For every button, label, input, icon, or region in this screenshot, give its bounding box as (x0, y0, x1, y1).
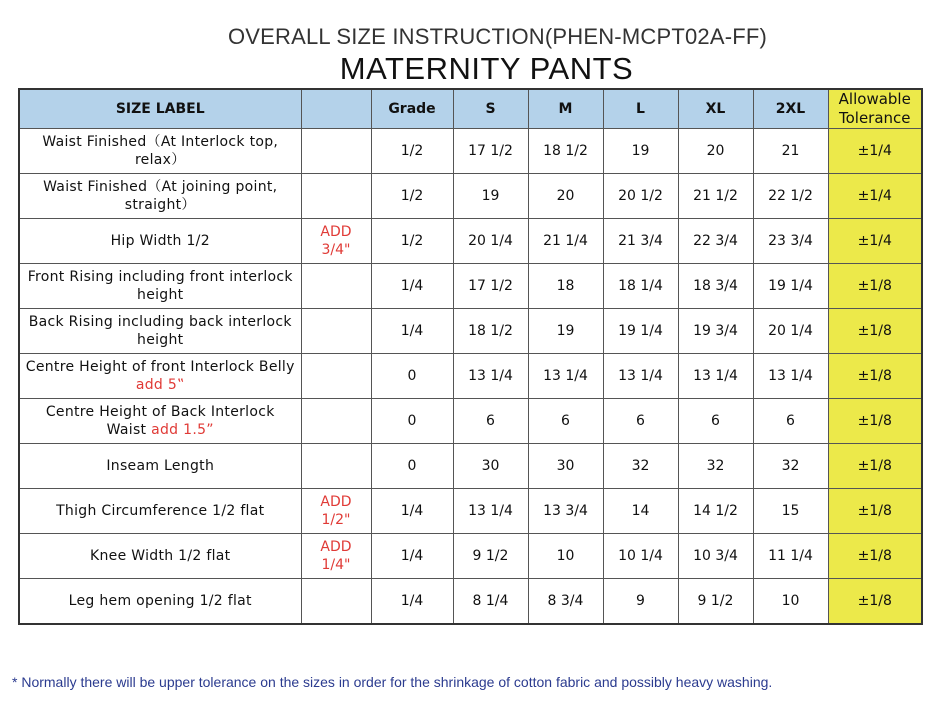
add-amount (301, 129, 371, 174)
add-amount (301, 354, 371, 399)
grade-value: 0 (371, 354, 453, 399)
size-value-xxl: 21 (753, 129, 828, 174)
header-size-label: SIZE LABEL (19, 89, 301, 129)
tolerance-value: ±1/4 (828, 174, 922, 219)
size-value-xl: 20 (678, 129, 753, 174)
size-value-s: 18 1/2 (453, 309, 528, 354)
size-value-m: 20 (528, 174, 603, 219)
header-tolerance (828, 89, 922, 129)
grade-value: 0 (371, 444, 453, 489)
header-size-l: L (603, 89, 678, 129)
measurement-label-text: Knee Width 1/2 flat (90, 548, 231, 564)
table-row (19, 129, 922, 174)
footnote: * Normally there will be upper tolerance on the sizes in order for the shrinkage of cotton fabric and possibly heavy washing. (12, 674, 773, 690)
grade-value: 1/4 (371, 309, 453, 354)
size-value-xl: 19 3/4 (678, 309, 753, 354)
size-value-s: 30 (453, 444, 528, 489)
tolerance-value: ±1/8 (828, 534, 922, 579)
size-value-l: 14 (603, 489, 678, 534)
table-row (19, 444, 922, 489)
document-subtitle: MATERNITY PANTS (339, 51, 634, 86)
measurement-label (19, 579, 301, 625)
grade-value: 0 (371, 399, 453, 444)
add-amount (301, 264, 371, 309)
size-value-xxl: 19 1/4 (753, 264, 828, 309)
size-value-l: 9 (603, 579, 678, 625)
measurement-label-text: Thigh Circumference 1/2 flat (56, 503, 265, 519)
size-value-xl: 13 1/4 (678, 354, 753, 399)
size-value-l: 32 (603, 444, 678, 489)
tolerance-value: ±1/8 (828, 354, 922, 399)
measurement-label (19, 354, 301, 399)
size-value-m: 13 3/4 (528, 489, 603, 534)
tolerance-value: ±1/8 (828, 309, 922, 354)
size-value-xxl: 6 (753, 399, 828, 444)
size-value-s: 6 (453, 399, 528, 444)
header-tolerance-line1: Allowable (838, 90, 911, 108)
size-value-xxl: 23 3/4 (753, 219, 828, 264)
size-value-m: 8 3/4 (528, 579, 603, 625)
table-header-row (19, 89, 922, 129)
table-row (19, 354, 922, 399)
measurement-label-text: Centre Height of front Interlock Belly (25, 359, 295, 375)
header-grade: Grade (371, 89, 453, 129)
tolerance-value: ±1/8 (828, 489, 922, 534)
size-value-s: 13 1/4 (453, 354, 528, 399)
size-value-m: 13 1/4 (528, 354, 603, 399)
measurement-label (19, 489, 301, 534)
add-amount: ADD 1/2" (301, 489, 371, 534)
measurement-label (19, 219, 301, 264)
measurement-label-text: Waist Finished（At Interlock top, relax） (42, 134, 279, 168)
table-row (19, 489, 922, 534)
grade-value: 1/4 (371, 489, 453, 534)
grade-value: 1/4 (371, 579, 453, 625)
table-row (19, 399, 922, 444)
measurement-label (19, 309, 301, 354)
size-value-l: 21 3/4 (603, 219, 678, 264)
size-value-s: 20 1/4 (453, 219, 528, 264)
size-value-m: 18 (528, 264, 603, 309)
measurement-label (19, 174, 301, 219)
add-amount: ADD 1/4" (301, 534, 371, 579)
grade-value: 1/2 (371, 219, 453, 264)
add-amount (301, 174, 371, 219)
size-value-xl: 14 1/2 (678, 489, 753, 534)
measurement-label (19, 264, 301, 309)
document-title: OVERALL SIZE INSTRUCTION(PHEN-MCPT02A-FF) (227, 24, 768, 49)
size-value-m: 21 1/4 (528, 219, 603, 264)
measurement-label-text: Waist Finished（At joining point, straight） (43, 179, 278, 213)
measurement-label (19, 444, 301, 489)
size-value-s: 13 1/4 (453, 489, 528, 534)
table-row (19, 309, 922, 354)
table-row (19, 534, 922, 579)
measurement-label (19, 129, 301, 174)
measurement-label (19, 534, 301, 579)
size-value-s: 17 1/2 (453, 264, 528, 309)
measurement-label-text: Inseam Length (106, 458, 215, 474)
size-value-m: 30 (528, 444, 603, 489)
size-value-xxl: 32 (753, 444, 828, 489)
size-value-xl: 10 3/4 (678, 534, 753, 579)
measurement-label-text: Centre Height of Back Interlock Waist (45, 404, 275, 438)
size-value-m: 18 1/2 (528, 129, 603, 174)
add-amount (301, 399, 371, 444)
size-value-l: 19 1/4 (603, 309, 678, 354)
size-value-xl: 9 1/2 (678, 579, 753, 625)
header-size-s: S (453, 89, 528, 129)
tolerance-value: ±1/4 (828, 219, 922, 264)
header-add (301, 89, 371, 129)
size-value-xl: 18 3/4 (678, 264, 753, 309)
table-row (19, 174, 922, 219)
size-spec-table (18, 88, 923, 625)
measurement-add-note: add 1.5” (151, 422, 214, 438)
size-value-s: 19 (453, 174, 528, 219)
grade-value: 1/2 (371, 174, 453, 219)
size-value-xxl: 15 (753, 489, 828, 534)
measurement-label-text: Front Rising including front interlock height (27, 269, 293, 303)
size-value-m: 19 (528, 309, 603, 354)
size-value-m: 10 (528, 534, 603, 579)
size-value-l: 20 1/2 (603, 174, 678, 219)
size-value-l: 19 (603, 129, 678, 174)
measurement-add-note: add 5‟ (135, 377, 185, 393)
size-value-xl: 32 (678, 444, 753, 489)
grade-value: 1/4 (371, 534, 453, 579)
measurement-label-text: Hip Width 1/2 (110, 233, 210, 249)
tolerance-value: ±1/4 (828, 129, 922, 174)
header-size-2xl: 2XL (753, 89, 828, 129)
add-amount: ADD 3/4" (301, 219, 371, 264)
measurement-label-text: Back Rising including back interlock height (28, 314, 292, 348)
size-value-l: 13 1/4 (603, 354, 678, 399)
table-row (19, 579, 922, 625)
add-amount (301, 309, 371, 354)
header-tolerance-line2: Tolerance (838, 109, 911, 127)
tolerance-value: ±1/8 (828, 399, 922, 444)
size-value-s: 8 1/4 (453, 579, 528, 625)
size-value-xl: 6 (678, 399, 753, 444)
header-size-xl: XL (678, 89, 753, 129)
measurement-label (19, 399, 301, 444)
size-value-s: 9 1/2 (453, 534, 528, 579)
table-row (19, 219, 922, 264)
size-value-xxl: 13 1/4 (753, 354, 828, 399)
size-value-xxl: 22 1/2 (753, 174, 828, 219)
header-size-m: M (528, 89, 603, 129)
size-value-l: 18 1/4 (603, 264, 678, 309)
table-row (19, 264, 922, 309)
size-value-xl: 22 3/4 (678, 219, 753, 264)
tolerance-value: ±1/8 (828, 444, 922, 489)
size-value-xxl: 11 1/4 (753, 534, 828, 579)
grade-value: 1/4 (371, 264, 453, 309)
size-value-xxl: 10 (753, 579, 828, 625)
add-amount (301, 444, 371, 489)
size-value-s: 17 1/2 (453, 129, 528, 174)
size-value-xl: 21 1/2 (678, 174, 753, 219)
size-value-m: 6 (528, 399, 603, 444)
tolerance-value: ±1/8 (828, 264, 922, 309)
size-value-xxl: 20 1/4 (753, 309, 828, 354)
add-amount (301, 579, 371, 625)
size-value-l: 6 (603, 399, 678, 444)
measurement-label-text: Leg hem opening 1/2 flat (68, 593, 252, 609)
size-value-l: 10 1/4 (603, 534, 678, 579)
tolerance-value: ±1/8 (828, 579, 922, 625)
grade-value: 1/2 (371, 129, 453, 174)
